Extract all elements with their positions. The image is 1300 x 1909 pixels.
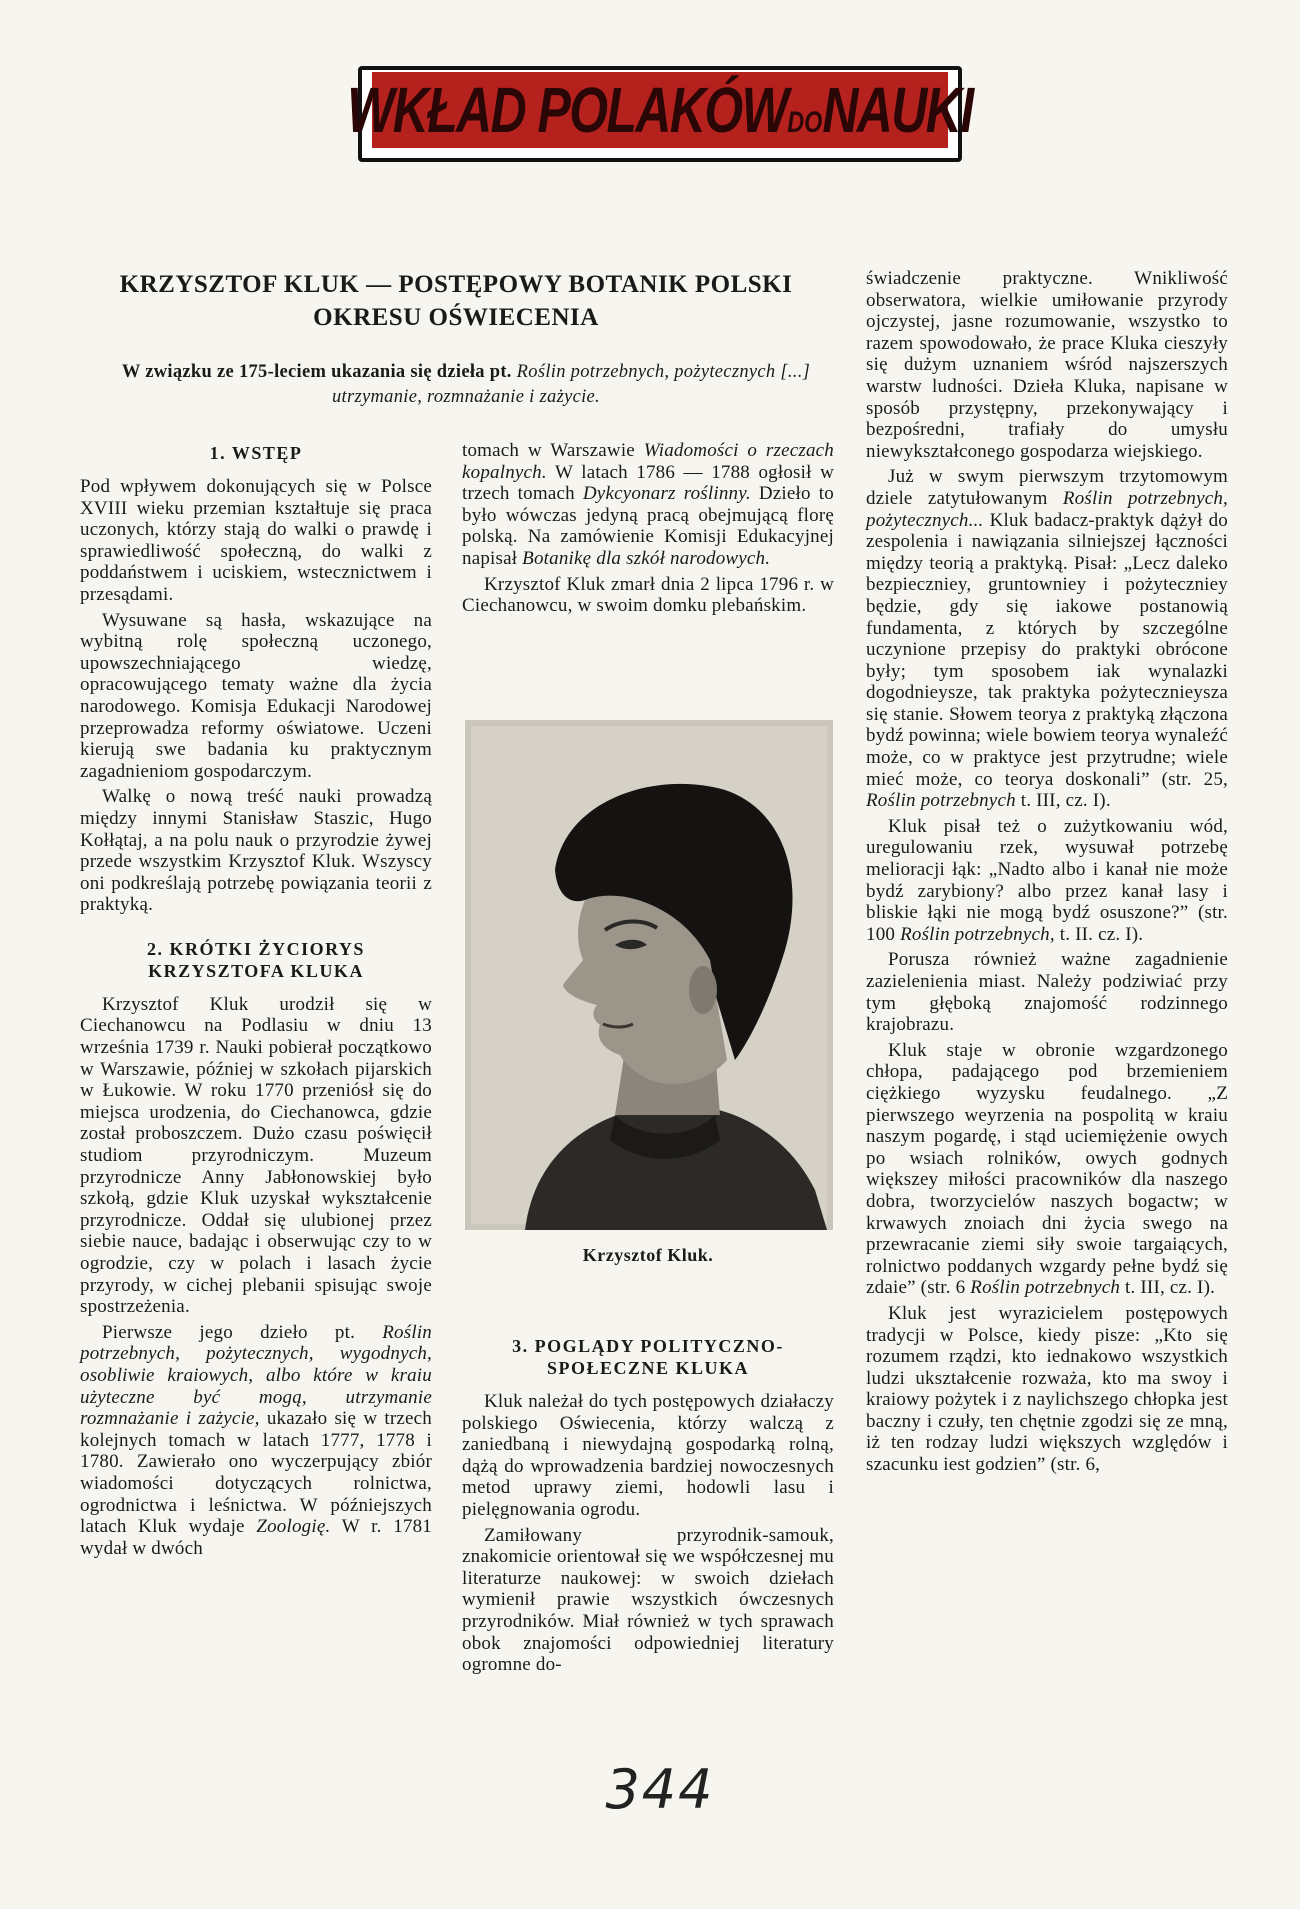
paragraph: Kluk staje w obronie wzgardzonego chłopa, padającego pod brzemieniem ciężkiego wyzysku feudalnego. „Z pierwszego weyrzenia na pospolitą w kraiu naszym pogardę, i stąd uciemiężenie owych po wsiach rolników, owych godnych większey miłości pracowników dla naszego dobra, tworzycielów naszych bogactw; w krwawych znoiach dni życia swego na przewracanie ziemi siły swoie targaiących, rolnictwo poddanych wzgardy pełne bydź się zdaie” (str. 6 Roślin potrzebnych t. III, cz. I). bbox=[866, 1039, 1228, 1299]
column-1 bbox=[80, 442, 432, 1563]
column-2-lower bbox=[462, 1335, 834, 1680]
article-subtitle: W związku ze 175-leciem ukazania się dzieła pt. Roślin potrzebnych, pożytecznych [...] utrzymanie, rozmnażanie i zażycie. bbox=[121, 362, 811, 407]
paragraph: Krzysztof Kluk zmarł dnia 2 lipca 1796 r. w Ciechanowcu, w swoim domku plebańskim. bbox=[462, 573, 834, 617]
paragraph: Walkę o nową treść nauki prowadzą między innymi Stanisław Staszic, Hugo Kołłątaj, a na polu nauk o przyrodzie żywej przede wszystkim Krzysztof Kluk. Wszyscy oni podkreślają potrzebę powiązania teorii z praktyką. bbox=[80, 786, 432, 916]
article-title: KRZYSZTOF KLUK — POSTĘPOWY BOTANIK POLSKI OKRESU OŚWIECENIA bbox=[119, 271, 793, 331]
masthead-title: WKŁAD POLAKÓWDONAUKI bbox=[347, 74, 973, 146]
column-2 bbox=[462, 440, 834, 621]
portrait-illustration bbox=[465, 720, 833, 1230]
paragraph: Pierwsze jego dzieło pt. Roślin potrzebnych, pożytecznych, wygodnych, osobliwie kraiowych, albo które w kraiu użyteczne być mogą, utrzymanie rozmnażanie i zażycie, ukazało się w trzech kolejnych tomach w latach 1777, 1778 i 1780. Zawierało ono wyczerpujący zbiór wiadomości dotyczących rolnictwa, ogrodnictwa i leśnictwa. W późniejszych latach Kluk wydaje Zoologię. W r. 1781 wydał w dwóch bbox=[80, 1321, 433, 1559]
portrait-caption: Krzysztof Kluk. bbox=[582, 1245, 714, 1265]
paragraph: Krzysztof Kluk urodził się w Ciechanowcu na Podlasiu w dniu 13 września 1739 r. Nauki pobierał początkowo w Warszawie, później w szkołach pijarskich w Łukowie. W roku 1770 przeniósł się do miejsca urodzenia, do Ciechanowca, gdzie został proboszczem. Dużo czasu poświęcił studiom przyrodniczym. Muzeum przyrodnicze Anny Jabłonowskiej było szkołą, gdzie Kluk uzyskał wykształcenie przyrodnicze. Oddał się ulubionej przez siebie nauce, badając i obserwując czy to w ogrodzie, czy w polach i lasach życie przyrody, w cichej plebanii spisując swoje spostrzeżenia. bbox=[80, 993, 432, 1318]
column-3 bbox=[866, 268, 1228, 1480]
paragraph: świadczenie praktyczne. Wnikliwość obserwatora, wielkie umiłowanie przyrody ojczystej, jasne rozumowanie, wszystko to razem spowodowało, że prace Kluka cieszyły się dużym uznaniem wśród najszerszych warstw ludności. Dzieła Kluka, napisane w sposób przystępny, przekonywający i bezpośredni, trafiały do umysłu niewykształconego gospodarza wiejskiego. bbox=[866, 268, 1228, 462]
paragraph: Pod wpływem dokonujących się w Polsce XVIII wieku przemian kształtuje się praca uczonych, którzy stają do walki o prawdę i sprawiedliwość społeczną, do walki z poddaństwem i uciskiem, wstecznictwem i przesądami. bbox=[80, 476, 432, 605]
paragraph: Kluk jest wyrazicielem postępowych tradycji w Polsce, kiedy pisze: „Kto się rozumem rządzi, kto iednakowo wszystkich ludzi ukształcenie rozważa, kto ma swoy i kraiowy pożytek i z naylichszego chłopka jest baczny i czuły, ten chętnie zgodzi się ze mną, iż ten rodzay ludzi większych względów i szacunku iest godzien” (str. 6, bbox=[866, 1302, 1228, 1476]
paragraph: Porusza również ważne zagadnienie zazielenienia miast. Należy podziwiać przy tym głęboką znajomość rodzinnego krajobrazu. bbox=[866, 949, 1228, 1036]
paragraph: Już w swym pierwszym trzytomowym dziele zatytułowanym Roślin potrzebnych, pożytecznych... Kluk badacz-praktyk dążył do zespolenia i nawiązania silniejszej łączności między teorią a praktyką. Pisał: „Lecz daleko bezpieczniey, gruntowniey i pożyteczniey będzie, gdy się iakowe postanowią fundamenta, z których by szczególne uczynione przepisy do praktyki obrócone były; tym sposobem iak wynalazki dogodnieysze, tak praktyka pożytecznieysza się stanie. Słowem teorya z praktyką złączona bydź powinna; wiele bowiem teorya wynaleźć może, co w praktyce jest przytrudne; wiele mieć może, co teorya doskonali” (str. 25, Roślin potrzebnych t. III, cz. I). bbox=[866, 466, 1229, 812]
portrait-image bbox=[465, 720, 833, 1230]
paragraph: Wysuwane są hasła, wskazujące na wybitną rolę społeczną uczonego, upowszechniającego wiedzę, opracowującego tematy ważne dla życia narodowego. Komisja Edukacji Narodowej przeprowadza reformy oświatowe. Uczeni kierują swe badania ku praktycznym zagadnieniom gospodarczym. bbox=[80, 609, 432, 782]
masthead-banner bbox=[347, 72, 973, 148]
paragraph: Kluk należał do tych postępowych działaczy polskiego Oświecenia, którzy walczą z zaniedbaną i niewydajną gospodarką rolną, dążą do wprowadzenia bardziej nowoczesnych metod uprawy ziemi, hodowli lasu i pielęgnowania ogrodu. bbox=[462, 1391, 834, 1520]
page-number: 344 bbox=[605, 1758, 715, 1821]
section-2-heading: 2. KRÓTKI ŻYCIORYS KRZYSZTOFA KLUKA bbox=[147, 938, 365, 981]
paragraph: Kluk pisał też o zużytkowaniu wód, uregulowaniu rzek, wysuwał potrzebę melioracji łąk: „Nadto albo i kanał nie może bydź zarybiony? albo przez kanał lasy i bliskie łąki nie mogą bydź osuszone?” (str. 100 Roślin potrzebnych, t. II. cz. I). bbox=[866, 815, 1228, 945]
masthead bbox=[347, 60, 973, 160]
section-3-heading: 3. POGLĄDY POLITYCZNO-SPOŁECZNE KLUKA bbox=[512, 1336, 784, 1378]
paragraph: tomach w Warszawie Wiadomości o rzeczach kopalnych. W latach 1786 — 1788 ogłosił w trzech tomach Dykcyonarz roślinny. Dzieło to było wówczas jedyną pracą obejmującą florę polską. Na zamówienie Komisji Edukacyjnej napisał Botanikę dla szkół narodowych. bbox=[462, 440, 835, 569]
paragraph: Zamiłowany przyrodnik-samouk, znakomicie orientował się we współczesnej mu literaturze naukowej: w swoich dziełach wymienił prawie wszystkich ówczesnych przyrodników. Miał również w tych sprawach obok znajomości odpowiedniej literatury ogromne do- bbox=[462, 1524, 834, 1676]
section-1-heading: 1. WSTĘP bbox=[209, 443, 303, 463]
